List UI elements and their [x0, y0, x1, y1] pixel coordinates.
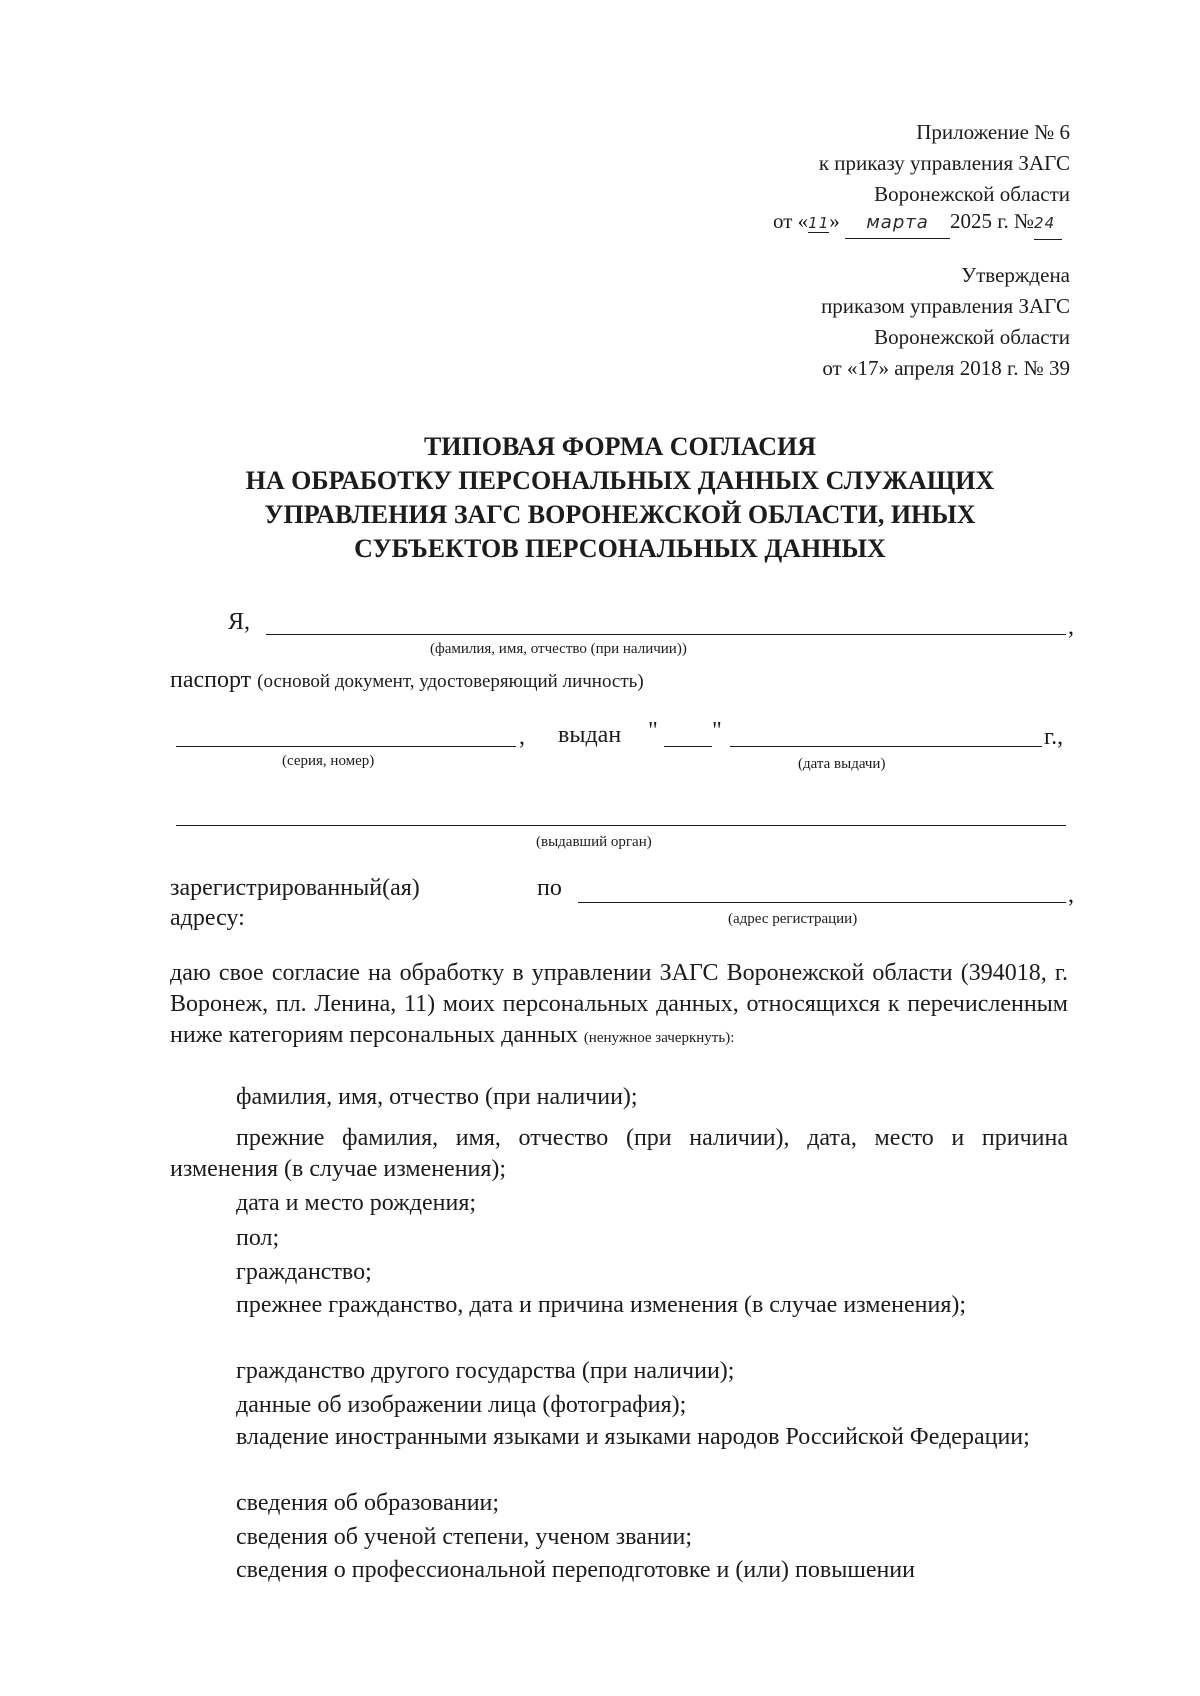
passport-label	[170, 665, 644, 697]
i-label: Я,	[228, 609, 251, 635]
appendix-order-ref: к приказу управления ЗАГС	[818, 151, 1070, 175]
list-item: пол;	[236, 1225, 280, 1251]
address-caption: (адрес регистрации)	[728, 911, 858, 927]
issued-label: выдан	[558, 722, 622, 748]
series-field-line[interactable]	[176, 746, 516, 747]
list-item: прежние фамилия, имя, отчество (при наличии), дата, место и причина изменения (в случае изменения);	[170, 1125, 1068, 1182]
list-item: данные об изображении лица (фотография);	[236, 1392, 687, 1418]
date-number-handwritten: 24	[1034, 208, 1062, 240]
approved-date: от «17» апреля 2018 г. № 39	[822, 356, 1070, 380]
list-item: сведения о профессиональной переподготовке и (или) повышении	[236, 1557, 915, 1583]
title-line-1: ТИПОВАЯ ФОРМА СОГЛАСИЯ	[423, 432, 817, 461]
issue-year-suffix: г.,	[1044, 724, 1064, 750]
fio-field-line[interactable]	[266, 634, 1066, 635]
passport-word: паспорт	[170, 667, 252, 693]
consent-note: (ненужное зачеркнуть):	[583, 1030, 735, 1046]
list-item: сведения об ученой степени, ученом звании;	[236, 1524, 693, 1550]
title-line-4: СУБЪЕКТОВ ПЕРСОНАЛЬНЫХ ДАННЫХ	[354, 534, 886, 563]
issue-date-caption: (дата выдачи)	[798, 756, 886, 772]
series-comma: ,	[519, 724, 525, 750]
approved-order-ref: приказом управления ЗАГС	[821, 294, 1070, 318]
list-item: владение иностранными языками и языками народов Российской Федерации;	[236, 1424, 1030, 1450]
list-item: прежнее гражданство, дата и причина изменения (в случае изменения);	[236, 1292, 967, 1318]
date-month-handwritten: марта	[845, 207, 950, 239]
list-item: гражданство;	[236, 1259, 372, 1285]
address-label: адресу:	[170, 905, 245, 931]
list-item: сведения об образовании;	[236, 1490, 500, 1516]
fio-caption: (фамилия, имя, отчество (при наличии))	[430, 641, 687, 657]
passport-caption: (основой документ, удостоверяющий личность)	[257, 671, 644, 692]
title-line-3: УПРАВЛЕНИЯ ЗАГС ВОРОНЕЖСКОЙ ОБЛАСТИ, ИНЫХ	[264, 500, 976, 529]
appendix-region: Воронежской области	[874, 182, 1070, 206]
list-item: дата и место рождения;	[236, 1190, 477, 1216]
list-item: фамилия, имя, отчество (при наличии);	[236, 1084, 638, 1110]
po-label: по	[537, 875, 562, 901]
consent-text: даю свое согласие на обработку в управлении ЗАГС Воронежской области (394018, г. Воронеж, пл. Ленина, 11) моих персональных данных, относящихся к перечисленным ниже категориям персональных данных	[170, 960, 1068, 1048]
issuer-field-line[interactable]	[176, 825, 1066, 826]
issue-quote-open: "	[648, 718, 658, 744]
approved-label: Утверждена	[961, 263, 1070, 287]
address-comma: ,	[1068, 882, 1074, 908]
consent-paragraph	[170, 958, 1068, 1054]
title-line-2: НА ОБРАБОТКУ ПЕРСОНАЛЬНЫХ ДАННЫХ СЛУЖАЩИХ	[245, 466, 995, 495]
date-prefix: от «	[773, 209, 809, 233]
date-day-handwritten: 11	[808, 214, 830, 232]
list-item: гражданство другого государства (при наличии);	[236, 1358, 735, 1384]
address-field-line[interactable]	[578, 902, 1066, 903]
issue-date-field-line[interactable]	[730, 746, 1042, 747]
date-year: 2025 г. №	[950, 209, 1035, 233]
appendix-date-line	[773, 206, 1062, 240]
appendix-number: Приложение № 6	[916, 120, 1070, 144]
issue-day-field-line[interactable]	[664, 746, 712, 747]
issue-quote-close: "	[712, 718, 722, 744]
document-title	[170, 430, 1070, 566]
approved-region: Воронежской области	[874, 325, 1070, 349]
fio-comma: ,	[1068, 614, 1074, 640]
date-day-close: »	[829, 209, 840, 233]
series-caption: (серия, номер)	[282, 753, 375, 769]
issuer-caption: (выдавший орган)	[536, 834, 652, 850]
registered-label: зарегистрированный(ая)	[170, 875, 420, 901]
